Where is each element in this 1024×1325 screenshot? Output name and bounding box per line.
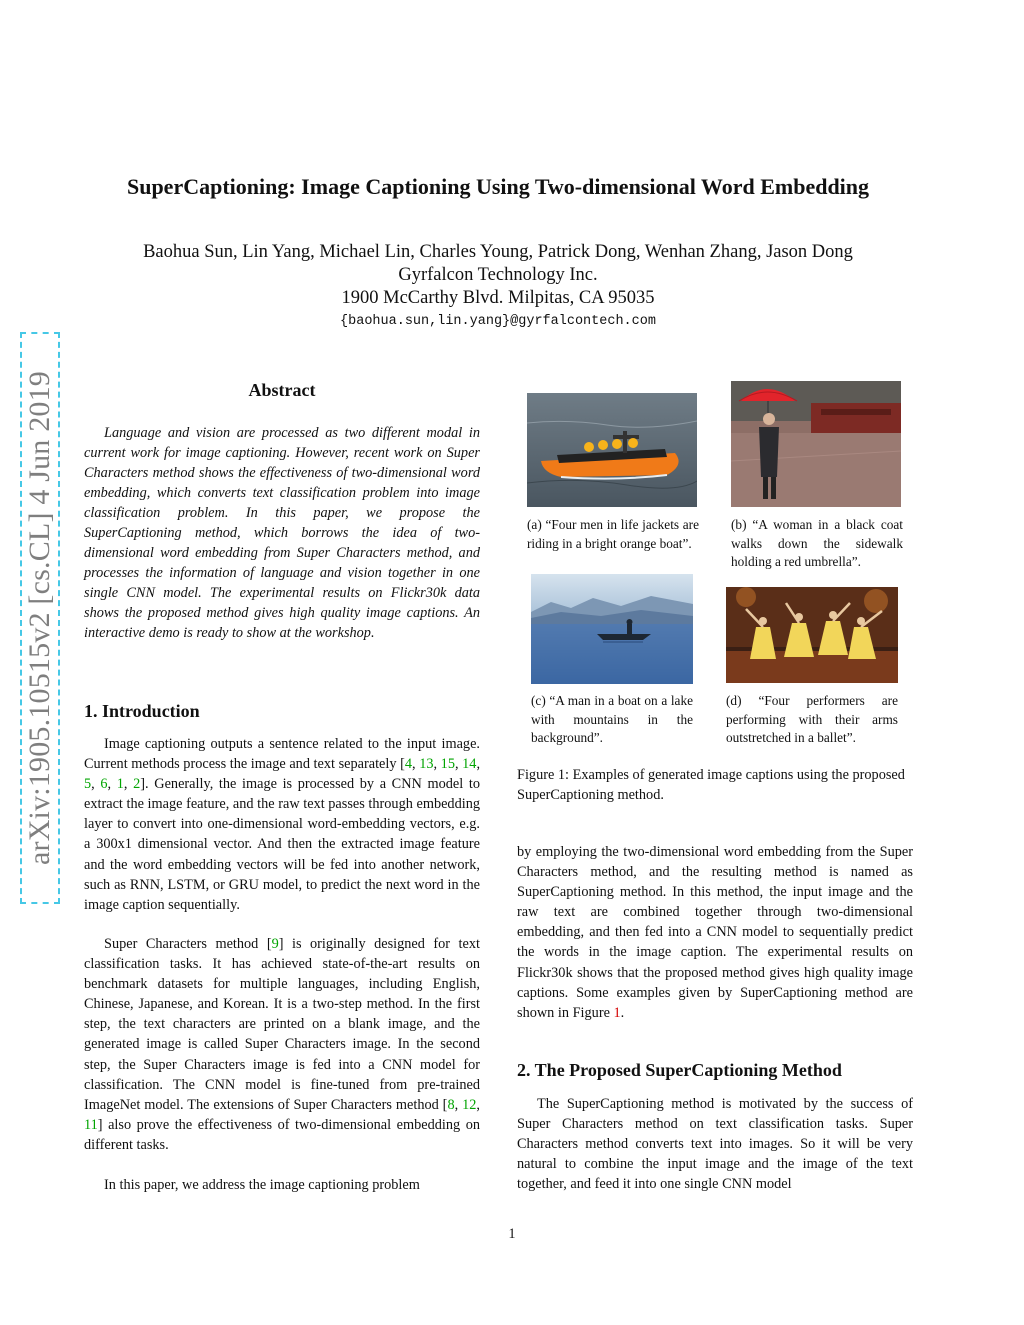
right-column-paragraph-1: by employing the two-dimensional word embedding from the Super Characters method, and the resulting method is named as SuperCaptioning method. In this method, the input image and the raw text are combined together through two-dimensional embedding, and then fed into a CNN model to sequentially predict the words in the image caption. The experimental results on Flickr30k shows that the proposed method gives high quality image captions. Some examples given by SuperCaptioning method are shown in Figure 1. [517, 844, 913, 1021]
citation-link[interactable]: 14 [462, 756, 477, 773]
abstract-heading: Abstract [248, 380, 316, 400]
figure-caption-b: (b) “A woman in a black coat walks down the sidewalk holding a red umbrella”. [731, 517, 903, 569]
citation-link[interactable]: 8 [447, 1096, 455, 1113]
citation-link[interactable]: 11 [84, 1116, 98, 1133]
figure-photo-orange-boat [527, 393, 697, 507]
arxiv-side-stamp [20, 332, 60, 904]
citation-link[interactable]: 4 [404, 756, 413, 773]
intro-paragraph-2: Super Characters method [9] is originally designed for text classification tasks. It has achieved state-of-the-art results on benchmark datasets for multiple languages, including English, Chinese, Japanese, and Korean. It is a two-step method. In the first step, the text characters are printed on a blank image, and the generated image is called Super Characters image. In the second step, the Super Characters image is fed into a CNN model for classification. The CNN model is fine-tuned from pre-trained ImageNet model. The extensions of Super Characters method [8, 12, 11] also prove the effectiveness of two-dimensional embedding on different tasks. [84, 936, 480, 1153]
section-2-heading: 2. The Proposed SuperCaptioning Method [517, 1060, 842, 1080]
figure-photo-ballet [726, 587, 898, 683]
figure-photo-red-umbrella [731, 381, 901, 507]
citation-link[interactable]: 12 [462, 1096, 477, 1113]
intro-paragraph-3: In this paper, we address the image captioning problem [104, 1177, 420, 1193]
figure-reference-link[interactable]: 1 [613, 1004, 621, 1021]
citation-link[interactable]: 1 [116, 776, 124, 793]
citation-link[interactable]: 9 [271, 936, 279, 952]
citation-link[interactable]: 2 [133, 776, 141, 793]
page-number: 1 [508, 1226, 516, 1242]
introduction-heading: 1. Introduction [84, 701, 200, 721]
section-2-paragraph-1: The SuperCaptioning method is motivated by the success of Super Characters method on text classification tasks. Super Characters method converts text into images. So it will be very natural to combine the input image and the image of the text together, and feed it into one single CNN model [517, 1096, 913, 1193]
author-email: {baohua.sun,lin.yang}@gyrfalcontech.com [340, 314, 656, 329]
author-affiliation: Gyrfalcon Technology Inc. [398, 265, 598, 285]
arxiv-identifier: arXiv:1905.10515v2 [cs.CL] 4 Jun 2019 [23, 370, 56, 866]
citation-link[interactable]: 5 [84, 776, 92, 793]
author-block [60, 241, 936, 333]
author-address: 1900 McCarthy Blvd. Milpitas, CA 95035 [341, 288, 655, 308]
figure-photo-lake-boat [531, 574, 693, 684]
intro-paragraph-1: Image captioning outputs a sentence related to the input image. Current methods process the image and text separately [4, 13, 15, 14, 5, 6, 1, 2]. Generally, the image is processed by a CNN model to extract the image feature, and the raw text passes through embedding layer to convert into one-dimensional word-embedding vectors, e.g. a 300x1 dimensional vector. And then the extracted image feature and the word embedding vectors will be fed into another network, such as RNN, LSTM, or GRU model, to predict the next word in the image caption sequentially. [84, 736, 481, 913]
paper-title: SuperCaptioning: Image Captioning Using Two-dimensional Word Embedding [126, 174, 870, 199]
figure-1-caption: Figure 1: Examples of generated image captions using the proposed SuperCaptioning method. [517, 767, 905, 803]
author-names: Baohua Sun, Lin Yang, Michael Lin, Charles Young, Patrick Dong, Wenhan Zhang, Jason Dong [143, 242, 853, 262]
abstract-text: Language and vision are processed as two different modal in current work for image captioning. However, recent work on Super Characters method shows the effectiveness of two-dimensional word embedding, which converts text classification problem into image classification problem. In this paper, we propose the SuperCaptioning method, which borrows the idea of two-dimensional word embedding from Super Characters method, and processes the information of language and vision together in one single CNN model. The experimental results on Flickr30k data shows the proposed method gives high quality image captions. An interactive demo is ready to show at the workshop. [84, 425, 480, 641]
citation-link[interactable]: 13 [419, 756, 434, 773]
figure-caption-c: (c) “A man in a boat on a lake with mountains in the background”. [531, 693, 693, 745]
figure-caption-d: (d) “Four performers are performing with their arms outstretched in a ballet”. [726, 693, 898, 745]
citation-link[interactable]: 6 [100, 776, 108, 793]
citation-link[interactable]: 15 [440, 756, 455, 773]
figure-caption-a: (a) “Four men in life jackets are riding in a bright orange boat”. [527, 517, 699, 551]
